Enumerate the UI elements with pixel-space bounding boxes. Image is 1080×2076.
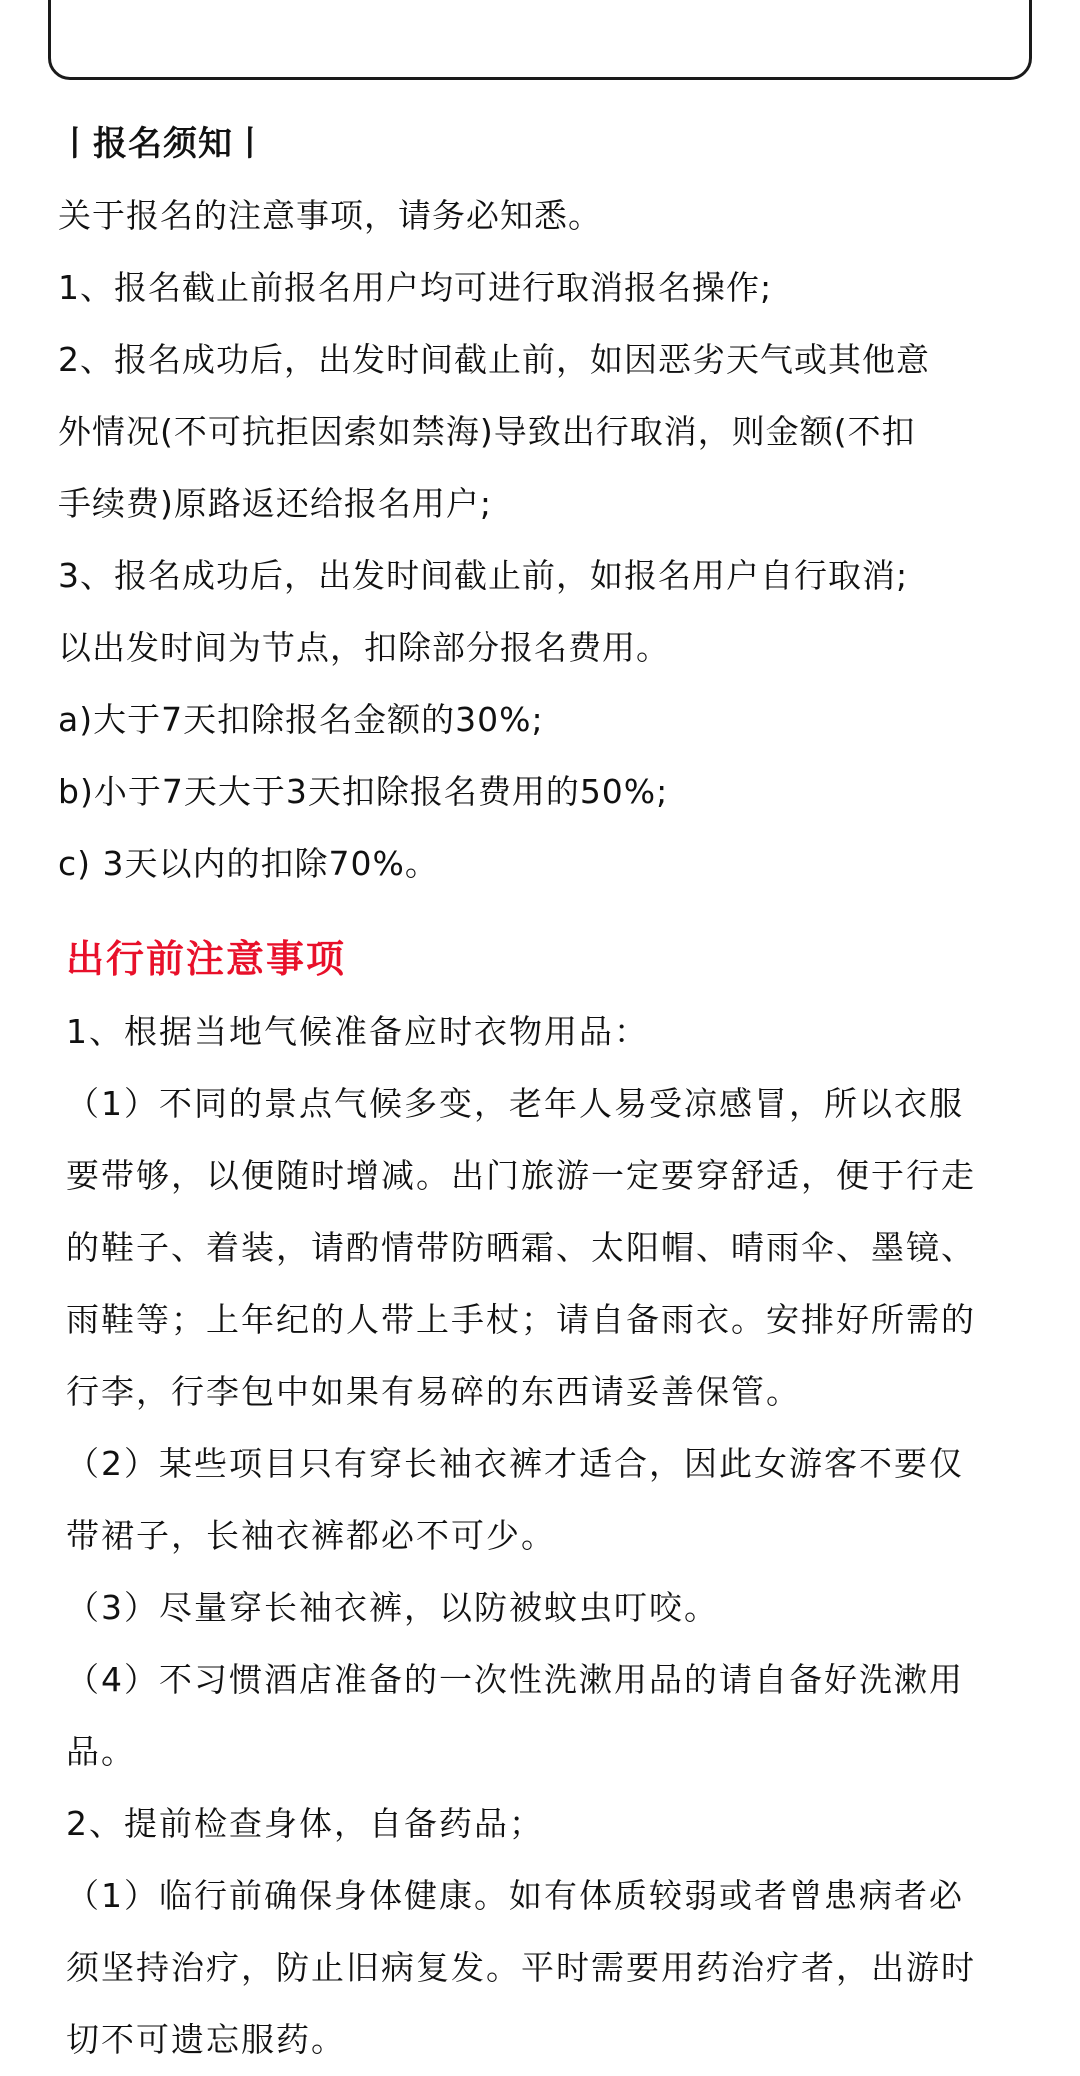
pre-travel-line: 1、根据当地气候准备应时衣物用品：: [66, 1012, 649, 1051]
pre-travel-section: [66, 922, 1046, 2076]
signup-notice-title: 丨报名须知丨: [58, 124, 268, 164]
pre-travel-line: 品。: [66, 1732, 136, 1771]
signup-notice-line: c) 3天以内的扣除70%。: [58, 844, 439, 883]
pre-travel-line: （2）某些项目只有穿长袖衣裤才适合，因此女游客不要仅: [66, 1444, 964, 1483]
signup-notice-line: b)小于7天大于3天扣除报名费用的50%;: [58, 772, 669, 811]
top-card-frame: [48, 0, 1032, 80]
signup-notice-line: 外情况(不可抗拒因索如禁海)导致出行取消，则金额(不扣: [58, 412, 916, 451]
pre-travel-line: （4）不习惯酒店准备的一次性洗漱用品的请自备好洗漱用: [66, 1660, 964, 1699]
pre-travel-line: 行李，行李包中如果有易碎的东西请妥善保管。: [66, 1372, 801, 1411]
signup-notice-section: [58, 108, 1038, 900]
pre-travel-line: 带裙子，长袖衣裤都必不可少。: [66, 1516, 556, 1555]
pre-travel-line: （1）不同的景点气候多变，老年人易受凉感冒，所以衣服: [66, 1084, 964, 1123]
pre-travel-line: 2、提前检查身体，自备药品；: [66, 1804, 544, 1843]
pre-travel-heading: 出行前注意事项: [66, 937, 347, 981]
pre-travel-line: （3）尽量穿长袖衣裤，以防被蚊虫叮咬。: [66, 1588, 719, 1627]
signup-notice-intro: 关于报名的注意事项，请务必知悉。: [58, 196, 602, 235]
pre-travel-line: 要带够，以便随时增减。出门旅游一定要穿舒适，便于行走: [66, 1156, 976, 1195]
signup-notice-line: 3、报名成功后，出发时间截止前，如报名用户自行取消;: [58, 556, 909, 595]
pre-travel-line: 的鞋子、着装，请酌情带防晒霜、太阳帽、晴雨伞、墨镜、: [66, 1228, 976, 1267]
pre-travel-line: 须坚持治疗，防止旧病复发。平时需要用药治疗者，出游时: [66, 1948, 976, 1987]
pre-travel-line: （1）临行前确保身体健康。如有体质较弱或者曾患病者必: [66, 1876, 964, 1915]
signup-notice-line: 2、报名成功后，出发时间截止前，如因恶劣天气或其他意: [58, 340, 930, 379]
pre-travel-line: 雨鞋等；上年纪的人带上手杖；请自备雨衣。安排好所需的: [66, 1300, 976, 1339]
pre-travel-line: 切不可遗忘服药。: [66, 2020, 346, 2059]
signup-notice-line: 手续费)原路返还给报名用户;: [58, 484, 492, 523]
signup-notice-line: 以出发时间为节点，扣除部分报名费用。: [58, 628, 670, 667]
signup-notice-line: 1、报名截止前报名用户均可进行取消报名操作;: [58, 268, 773, 307]
signup-notice-line: a)大于7天扣除报名金额的30%;: [58, 700, 544, 739]
